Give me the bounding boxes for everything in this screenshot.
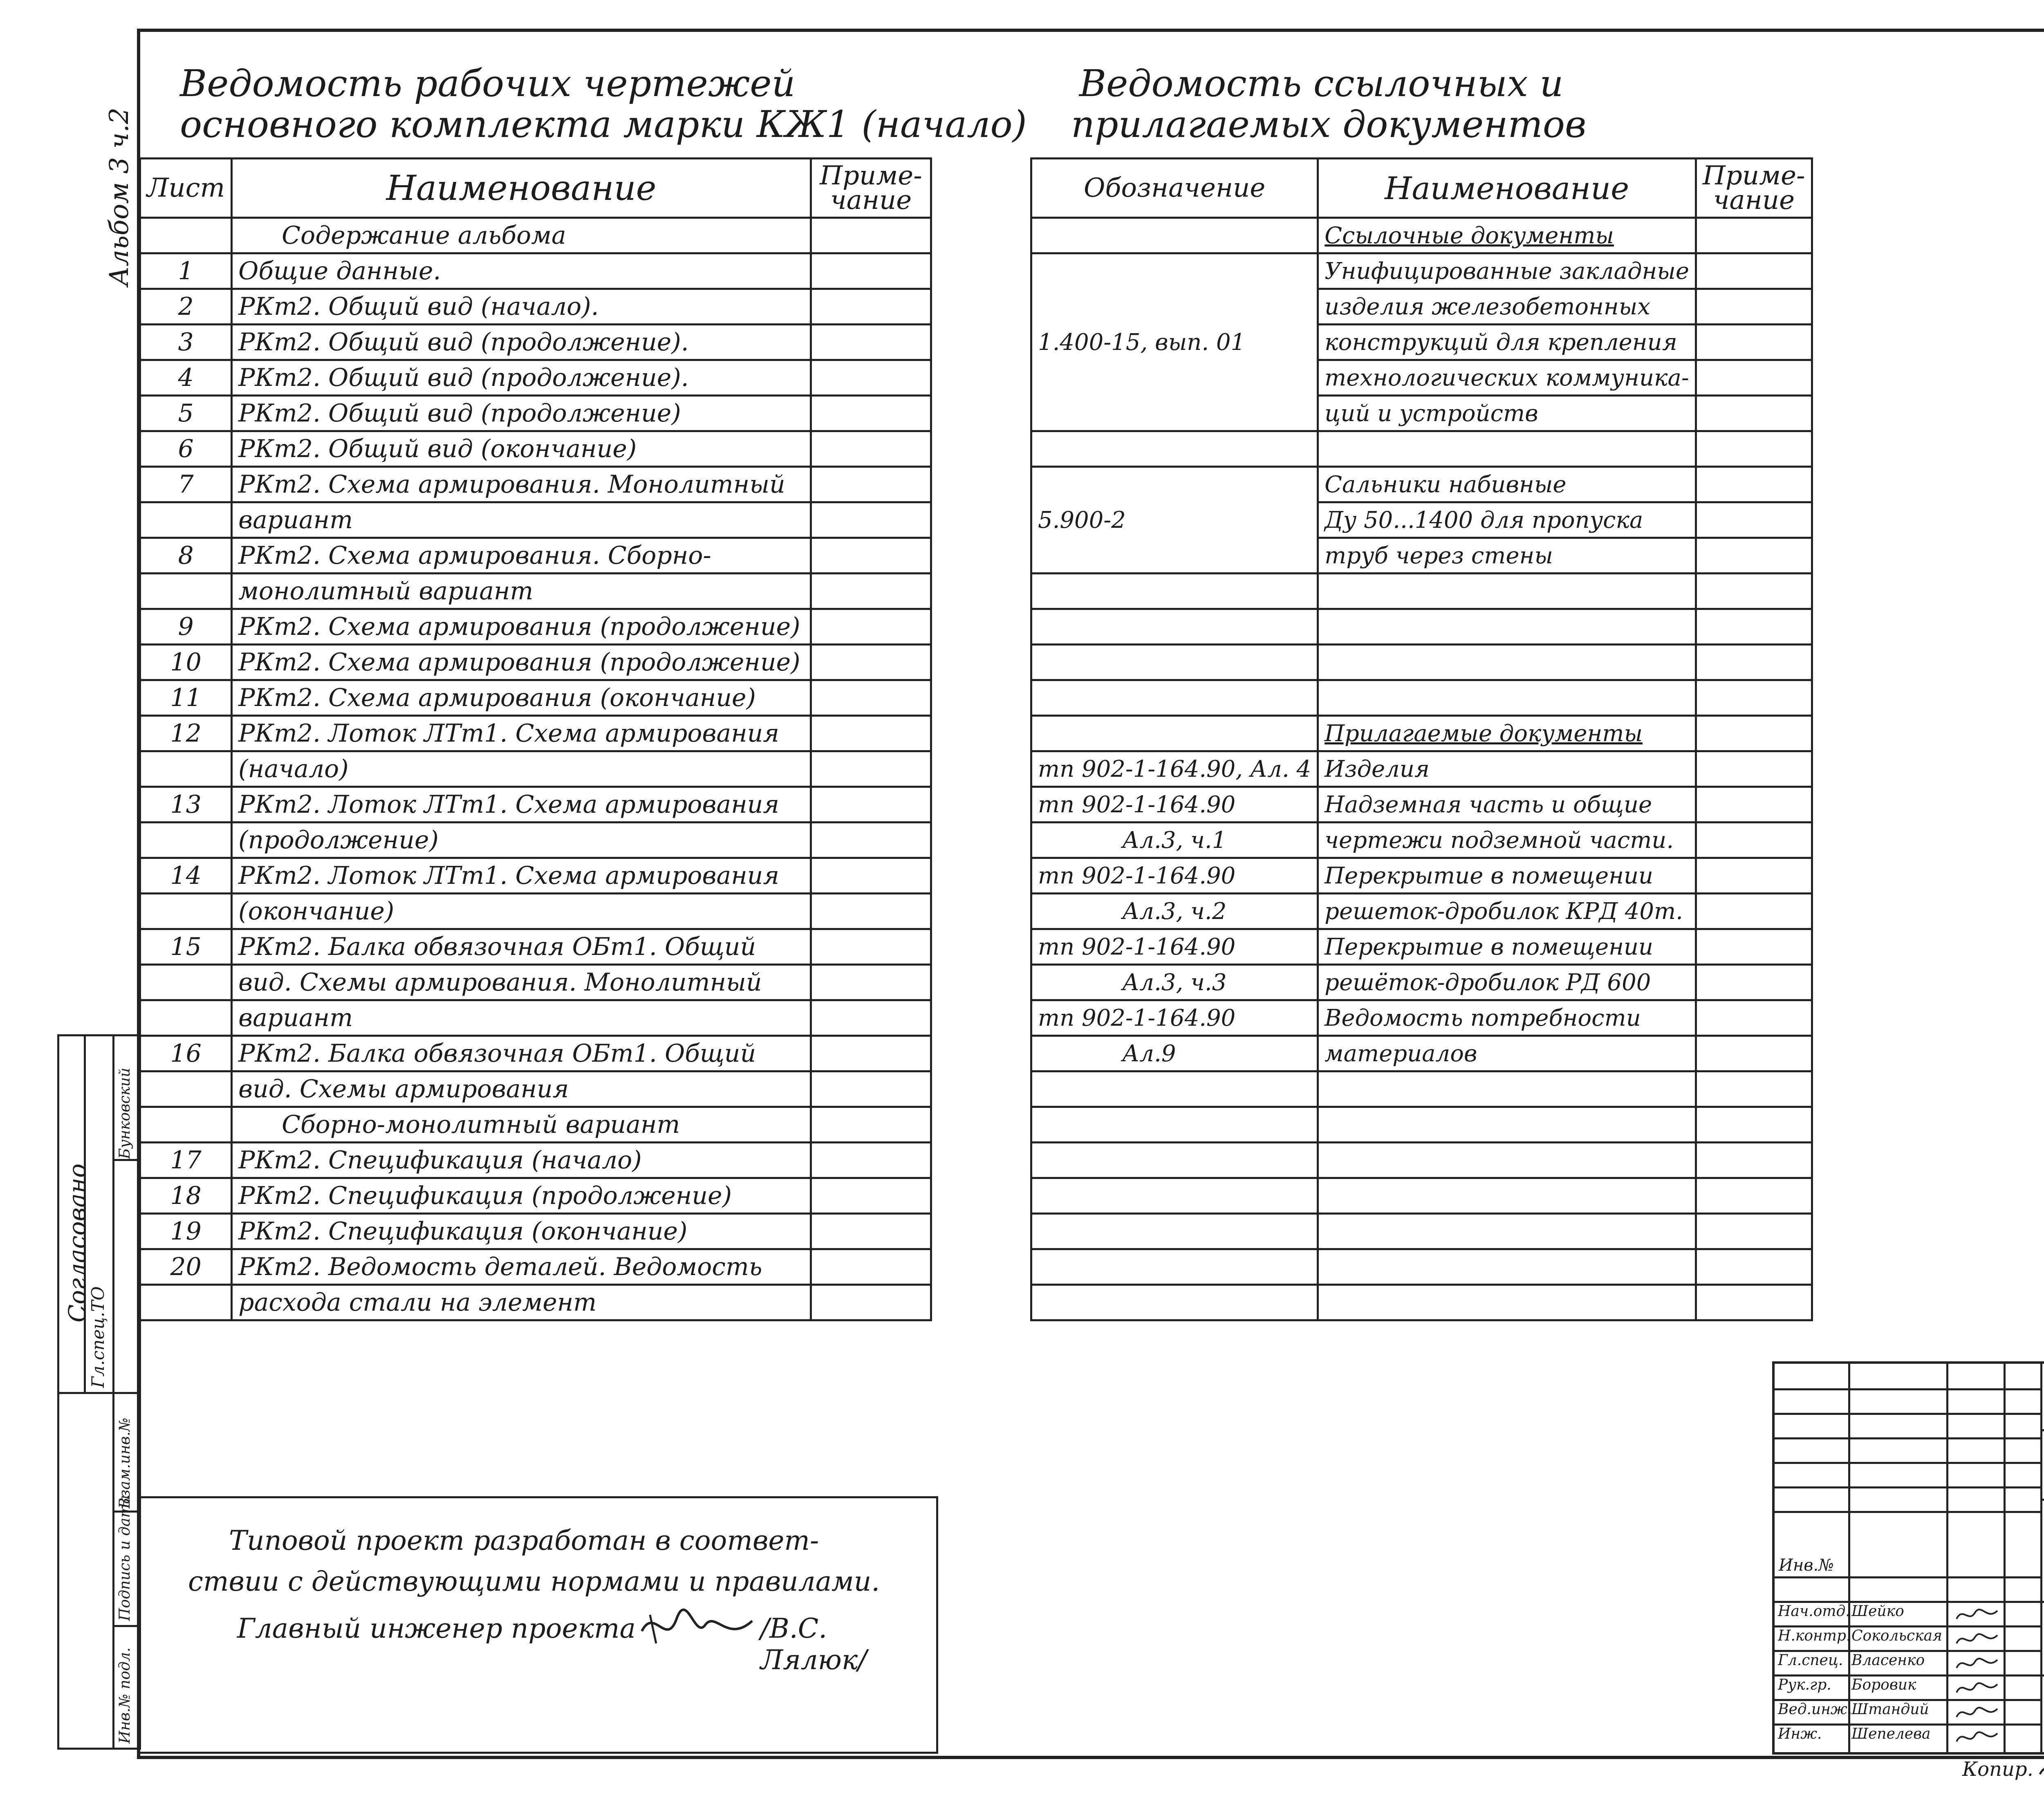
reference-note bbox=[1696, 1178, 1812, 1214]
reference-designation bbox=[1031, 360, 1318, 396]
person-signature bbox=[1954, 1678, 1999, 1699]
reference-name: решеток-дробилок КРД 40т. bbox=[1318, 894, 1696, 929]
chief-engineer-signature bbox=[638, 1603, 756, 1652]
reference-designation bbox=[1031, 218, 1318, 253]
inv-orig-label: Инв.№ подл. bbox=[117, 1647, 133, 1744]
drawing-name: РКт2. Спецификация (окончание) bbox=[232, 1214, 811, 1249]
header-ref-note: Приме-чание bbox=[1696, 159, 1812, 218]
reference-note bbox=[1696, 1214, 1812, 1249]
drawing-note bbox=[811, 1071, 931, 1107]
reference-note bbox=[1696, 1071, 1812, 1107]
drawing-note bbox=[811, 1214, 931, 1249]
drawing-name: РКт2. Схема армирования (продолжение) bbox=[232, 609, 811, 645]
person-signature bbox=[1954, 1629, 1999, 1650]
drawing-row bbox=[140, 538, 931, 574]
drawing-sheet-number bbox=[140, 965, 232, 1000]
drawing-sheet-number: 5 bbox=[140, 396, 232, 431]
reference-designation bbox=[1031, 431, 1318, 467]
reference-row bbox=[1031, 823, 1812, 858]
chief-spec-label: Гл.спец.ТО bbox=[88, 1286, 108, 1388]
reference-name: материалов bbox=[1318, 1036, 1696, 1071]
reference-name: Сальники набивные bbox=[1318, 467, 1696, 502]
drawing-row bbox=[140, 823, 931, 858]
drawing-row bbox=[140, 1143, 931, 1178]
album-label: Альбом 3 ч.2 bbox=[104, 108, 134, 286]
drawing-name: Сборно-монолитный вариант bbox=[232, 1107, 811, 1143]
drawing-sheet-number: 10 bbox=[140, 645, 232, 680]
reference-designation: тп 902-1-164.90 bbox=[1031, 929, 1318, 965]
sign-date-label: Подпись и дата bbox=[117, 1495, 133, 1621]
agreement-stamp bbox=[57, 1034, 141, 1750]
drawing-sheet-number: 11 bbox=[140, 680, 232, 716]
reference-note bbox=[1696, 1249, 1812, 1285]
note-line1: Типовой проект разработан в соответ- bbox=[229, 1525, 819, 1556]
drawing-name: (начало) bbox=[232, 751, 811, 787]
drawing-row bbox=[140, 1071, 931, 1107]
drawing-note bbox=[811, 645, 931, 680]
person-role: Вед.инж. bbox=[1778, 1701, 1852, 1718]
drawing-note bbox=[811, 716, 931, 751]
reference-name: Прилагаемые документы bbox=[1318, 716, 1696, 751]
drawing-name: РКт2. Лоток ЛТт1. Схема армирования bbox=[232, 716, 811, 751]
drawing-name: РКт2. Схема армирования. Сборно- bbox=[232, 538, 811, 574]
reference-row bbox=[1031, 431, 1812, 467]
drawing-sheet-number bbox=[140, 574, 232, 609]
drawing-name: Общие данные. bbox=[232, 253, 811, 289]
reference-row bbox=[1031, 253, 1812, 289]
reference-name: решёток-дробилок РД 600 bbox=[1318, 965, 1696, 1000]
drawing-row bbox=[140, 289, 931, 325]
note-line2: ствии с действующими нормами и правилами. bbox=[188, 1566, 880, 1597]
reference-row bbox=[1031, 1107, 1812, 1143]
header-name: Наименование bbox=[232, 159, 811, 218]
drawing-row bbox=[140, 929, 931, 965]
drawing-note bbox=[811, 538, 931, 574]
reference-note bbox=[1696, 645, 1812, 680]
drawing-note bbox=[811, 325, 931, 360]
person-signature bbox=[1954, 1605, 1999, 1625]
person-signature bbox=[1954, 1727, 1999, 1748]
drawings-list-table bbox=[139, 157, 932, 1321]
drawing-note bbox=[811, 609, 931, 645]
reference-designation: тп 902-1-164.90, Ал. 4 bbox=[1031, 751, 1318, 787]
reference-note bbox=[1696, 1107, 1812, 1143]
drawing-sheet-number bbox=[140, 823, 232, 858]
reference-designation: Ал.3, ч.2 bbox=[1031, 894, 1318, 929]
reference-designation bbox=[1031, 574, 1318, 609]
drawing-sheet-number bbox=[140, 1071, 232, 1107]
drawing-name: РКт2. Схема армирования (продолжение) bbox=[232, 645, 811, 680]
reference-row bbox=[1031, 716, 1812, 751]
drawing-note bbox=[811, 502, 931, 538]
drawing-note bbox=[811, 1107, 931, 1143]
reference-row bbox=[1031, 1071, 1812, 1107]
header-designation: Обозначение bbox=[1031, 159, 1318, 218]
drawing-name: РКт2. Балка обвязочная ОБт1. Общий bbox=[232, 929, 811, 965]
drawing-name: РКт2. Общий вид (продолжение). bbox=[232, 360, 811, 396]
reference-row bbox=[1031, 929, 1812, 965]
reference-note bbox=[1696, 965, 1812, 1000]
header-sheet: Лист bbox=[140, 159, 232, 218]
drawing-name: (окончание) bbox=[232, 894, 811, 929]
right-title-line2: прилагаемых документов bbox=[1071, 103, 1587, 146]
drawing-sheet-number bbox=[140, 502, 232, 538]
reference-name: Перекрытие в помещении bbox=[1318, 858, 1696, 894]
reference-row bbox=[1031, 218, 1812, 253]
drawing-row bbox=[140, 467, 931, 502]
drawing-note bbox=[811, 823, 931, 858]
reference-row bbox=[1031, 858, 1812, 894]
drawing-note bbox=[811, 787, 931, 823]
reference-name bbox=[1318, 680, 1696, 716]
reference-designation bbox=[1031, 1071, 1318, 1107]
reference-designation bbox=[1031, 716, 1318, 751]
reference-row bbox=[1031, 965, 1812, 1000]
drawing-sheet-number: 1 bbox=[140, 253, 232, 289]
reference-designation: тп 902-1-164.90 bbox=[1031, 787, 1318, 823]
agreed-label: Согласовано bbox=[63, 1163, 91, 1322]
reference-row bbox=[1031, 1214, 1812, 1249]
drawing-sheet-number: 7 bbox=[140, 467, 232, 502]
reference-row bbox=[1031, 325, 1812, 360]
reference-row bbox=[1031, 502, 1812, 538]
drawing-row bbox=[140, 431, 931, 467]
drawing-sheet-number: 19 bbox=[140, 1214, 232, 1249]
drawing-sheet-number bbox=[140, 218, 232, 253]
drawing-row bbox=[140, 502, 931, 538]
reference-note bbox=[1696, 360, 1812, 396]
reference-note bbox=[1696, 467, 1812, 502]
drawing-sheet-number: 13 bbox=[140, 787, 232, 823]
reference-note bbox=[1696, 253, 1812, 289]
reference-name: труб через стены bbox=[1318, 538, 1696, 574]
drawing-note bbox=[811, 1000, 931, 1036]
reference-note bbox=[1696, 431, 1812, 467]
person-name: Сокольская bbox=[1851, 1627, 1942, 1644]
reference-note bbox=[1696, 609, 1812, 645]
reference-row bbox=[1031, 1000, 1812, 1036]
drawing-name: РКт2. Спецификация (продолжение) bbox=[232, 1178, 811, 1214]
reference-note bbox=[1696, 1285, 1812, 1320]
drawing-sheet-number bbox=[140, 1107, 232, 1143]
drawing-note bbox=[811, 396, 931, 431]
person-role: Нач.отд. bbox=[1778, 1603, 1850, 1620]
reference-name bbox=[1318, 1071, 1696, 1107]
reference-name: Изделия bbox=[1318, 751, 1696, 787]
reference-note bbox=[1696, 396, 1812, 431]
drawing-note bbox=[811, 1249, 931, 1285]
reference-name bbox=[1318, 1249, 1696, 1285]
drawing-row bbox=[140, 716, 931, 751]
note-line3: Главный инженер проекта bbox=[237, 1613, 636, 1644]
reference-designation bbox=[1031, 538, 1318, 574]
reference-designation bbox=[1031, 1249, 1318, 1285]
reference-note bbox=[1696, 716, 1812, 751]
drawing-sheet-number: 16 bbox=[140, 1036, 232, 1071]
drawing-row bbox=[140, 645, 931, 680]
reference-row bbox=[1031, 787, 1812, 823]
reference-row bbox=[1031, 609, 1812, 645]
reference-name: чертежи подземной части. bbox=[1318, 823, 1696, 858]
drawing-name: Содержание альбома bbox=[232, 218, 811, 253]
drawing-sheet-number: 18 bbox=[140, 1178, 232, 1214]
drawing-note bbox=[811, 894, 931, 929]
drawing-sheet-number: 15 bbox=[140, 929, 232, 965]
person-name: Шепелева bbox=[1851, 1726, 1931, 1742]
reference-note bbox=[1696, 538, 1812, 574]
drawing-sheet-number: 8 bbox=[140, 538, 232, 574]
drawing-note bbox=[811, 965, 931, 1000]
reference-note bbox=[1696, 680, 1812, 716]
drawing-name: РКт2. Схема армирования. Монолитный bbox=[232, 467, 811, 502]
reference-designation bbox=[1031, 396, 1318, 431]
drawing-note bbox=[811, 1178, 931, 1214]
drawing-row bbox=[140, 751, 931, 787]
reference-designation bbox=[1031, 680, 1318, 716]
drawing-name: вариант bbox=[232, 502, 811, 538]
reference-designation: 5.900-2 bbox=[1031, 502, 1318, 538]
drawing-row bbox=[140, 1249, 931, 1285]
drawing-row bbox=[140, 360, 931, 396]
inv-no-label: Инв.№ bbox=[1779, 1556, 1834, 1575]
reference-name bbox=[1318, 1178, 1696, 1214]
drawing-row bbox=[140, 680, 931, 716]
reference-name bbox=[1318, 1285, 1696, 1320]
drawing-note bbox=[811, 751, 931, 787]
reference-name bbox=[1318, 1143, 1696, 1178]
drawing-sheet-number: 4 bbox=[140, 360, 232, 396]
drawing-name: (продолжение) bbox=[232, 823, 811, 858]
reference-name: Ду 50...1400 для пропуска bbox=[1318, 502, 1696, 538]
inv-replace-label: Взам.инв.№ bbox=[117, 1417, 133, 1508]
drawing-name: расхода стали на элемент bbox=[232, 1285, 811, 1320]
person-signature bbox=[1954, 1703, 1999, 1723]
person-name: Власенко bbox=[1851, 1652, 1925, 1669]
reference-name bbox=[1318, 1107, 1696, 1143]
reference-row bbox=[1031, 751, 1812, 787]
drawing-name: РКт2. Лоток ЛТт1. Схема армирования bbox=[232, 787, 811, 823]
reference-row bbox=[1031, 538, 1812, 574]
drawing-sheet-number: 20 bbox=[140, 1249, 232, 1285]
reference-note bbox=[1696, 1143, 1812, 1178]
signer-label: Бунковский bbox=[117, 1067, 133, 1159]
person-name: Штандий bbox=[1851, 1701, 1929, 1718]
reference-row bbox=[1031, 645, 1812, 680]
reference-note bbox=[1696, 787, 1812, 823]
drawing-row bbox=[140, 253, 931, 289]
reference-row bbox=[1031, 467, 1812, 502]
drawing-name: РКт2. Схема армирования (окончание) bbox=[232, 680, 811, 716]
drawing-note bbox=[811, 929, 931, 965]
reference-row bbox=[1031, 1143, 1812, 1178]
reference-name bbox=[1318, 645, 1696, 680]
reference-designation bbox=[1031, 467, 1318, 502]
reference-row bbox=[1031, 360, 1812, 396]
drawing-note bbox=[811, 431, 931, 467]
reference-name bbox=[1318, 574, 1696, 609]
drawing-sheet-number: 3 bbox=[140, 325, 232, 360]
drawing-sheet-number bbox=[140, 894, 232, 929]
person-role: Инж. bbox=[1778, 1726, 1822, 1742]
drawing-row bbox=[140, 218, 931, 253]
drawing-note bbox=[811, 360, 931, 396]
reference-designation: Ал.9 bbox=[1031, 1036, 1318, 1071]
drawing-row bbox=[140, 1036, 931, 1071]
drawing-sheet-number bbox=[140, 1000, 232, 1036]
drawing-row bbox=[140, 609, 931, 645]
drawing-sheet-number bbox=[140, 751, 232, 787]
reference-designation bbox=[1031, 289, 1318, 325]
reference-name: ций и устройств bbox=[1318, 396, 1696, 431]
reference-note bbox=[1696, 751, 1812, 787]
drawing-note bbox=[811, 574, 931, 609]
reference-note bbox=[1696, 1000, 1812, 1036]
reference-note bbox=[1696, 823, 1812, 858]
reference-designation: 1.400-15, вып. 01 bbox=[1031, 325, 1318, 360]
reference-name: Перекрытие в помещении bbox=[1318, 929, 1696, 965]
drawing-note bbox=[811, 858, 931, 894]
reference-note bbox=[1696, 894, 1812, 929]
title-block bbox=[1772, 1361, 2044, 1755]
reference-designation bbox=[1031, 645, 1318, 680]
person-role: Гл.спец. bbox=[1778, 1652, 1843, 1669]
reference-row bbox=[1031, 894, 1812, 929]
drawing-note bbox=[811, 218, 931, 253]
reference-designation bbox=[1031, 1285, 1318, 1320]
reference-designation bbox=[1031, 253, 1318, 289]
drawing-sheet-number: 6 bbox=[140, 431, 232, 467]
reference-row bbox=[1031, 1285, 1812, 1320]
drawing-row bbox=[140, 894, 931, 929]
reference-designation: Ал.3, ч.3 bbox=[1031, 965, 1318, 1000]
drawing-note bbox=[811, 680, 931, 716]
right-title-line1: Ведомость ссылочных и bbox=[1079, 62, 1564, 105]
reference-name: Унифицированные закладные bbox=[1318, 253, 1696, 289]
drawing-note bbox=[811, 1285, 931, 1320]
note-box bbox=[137, 1496, 938, 1754]
drawing-note bbox=[811, 1036, 931, 1071]
reference-designation: тп 902-1-164.90 bbox=[1031, 1000, 1318, 1036]
drawing-name: вид. Схемы армирования. Монолитный bbox=[232, 965, 811, 1000]
drawing-row bbox=[140, 1285, 931, 1320]
person-name: Шейко bbox=[1851, 1603, 1904, 1620]
reference-name bbox=[1318, 609, 1696, 645]
drawing-sheet-number: 9 bbox=[140, 609, 232, 645]
drawing-note bbox=[811, 1143, 931, 1178]
reference-row bbox=[1031, 680, 1812, 716]
drawing-sheet-number: 17 bbox=[140, 1143, 232, 1178]
drawing-name: РКт2. Ведомость деталей. Ведомость bbox=[232, 1249, 811, 1285]
reference-row bbox=[1031, 1249, 1812, 1285]
reference-row bbox=[1031, 1178, 1812, 1214]
drawing-row bbox=[140, 1178, 931, 1214]
reference-row bbox=[1031, 1036, 1812, 1071]
note-signer: /В.С. Лялюк/ bbox=[760, 1613, 867, 1676]
drawing-name: РКт2. Общий вид (продолжение). bbox=[232, 325, 811, 360]
reference-row bbox=[1031, 396, 1812, 431]
reference-designation bbox=[1031, 1107, 1318, 1143]
drawing-note bbox=[811, 253, 931, 289]
drawing-name: вид. Схемы армирования bbox=[232, 1071, 811, 1107]
drawing-row bbox=[140, 574, 931, 609]
reference-name bbox=[1318, 431, 1696, 467]
header-note: Приме-чание bbox=[811, 159, 931, 218]
left-title-line2: основного комплекта марки КЖ1 (начало) bbox=[180, 103, 1027, 146]
person-role: Н.контр. bbox=[1778, 1627, 1851, 1644]
drawing-name: РКт2. Балка обвязочная ОБт1. Общий bbox=[232, 1036, 811, 1071]
drawing-row bbox=[140, 787, 931, 823]
reference-name: технологических коммуника- bbox=[1318, 360, 1696, 396]
drawing-row bbox=[140, 396, 931, 431]
drawing-note bbox=[811, 467, 931, 502]
reference-note bbox=[1696, 574, 1812, 609]
reference-note bbox=[1696, 858, 1812, 894]
reference-docs-table bbox=[1030, 157, 1813, 1321]
reference-designation bbox=[1031, 1178, 1318, 1214]
copied-label: Копир. bbox=[1962, 1758, 2033, 1781]
drawing-note bbox=[811, 289, 931, 325]
drawing-name: РКт2. Спецификация (начало) bbox=[232, 1143, 811, 1178]
reference-note bbox=[1696, 502, 1812, 538]
reference-designation bbox=[1031, 609, 1318, 645]
drawing-sheet-number: 2 bbox=[140, 289, 232, 325]
drawing-row bbox=[140, 1000, 931, 1036]
reference-name: Ссылочные документы bbox=[1318, 218, 1696, 253]
reference-row bbox=[1031, 289, 1812, 325]
reference-note bbox=[1696, 929, 1812, 965]
reference-note bbox=[1696, 325, 1812, 360]
drawing-sheet-number: 12 bbox=[140, 716, 232, 751]
reference-designation bbox=[1031, 1143, 1318, 1178]
reference-note bbox=[1696, 218, 1812, 253]
drawing-name: вариант bbox=[232, 1000, 811, 1036]
drawing-name: монолитный вариант bbox=[232, 574, 811, 609]
drawing-name: РКт2. Общий вид (продолжение) bbox=[232, 396, 811, 431]
drawing-row bbox=[140, 965, 931, 1000]
drawing-name: РКт2. Общий вид (начало). bbox=[232, 289, 811, 325]
reference-note bbox=[1696, 1036, 1812, 1071]
drawing-sheet-number bbox=[140, 1285, 232, 1320]
reference-designation: тп 902-1-164.90 bbox=[1031, 858, 1318, 894]
drawing-row bbox=[140, 858, 931, 894]
reference-name: изделия железобетонных bbox=[1318, 289, 1696, 325]
reference-row bbox=[1031, 574, 1812, 609]
reference-designation: Ал.3, ч.1 bbox=[1031, 823, 1318, 858]
person-role: Рук.гр. bbox=[1778, 1677, 1831, 1693]
reference-name: конструкций для крепления bbox=[1318, 325, 1696, 360]
person-signature bbox=[1954, 1654, 1999, 1674]
left-title-line1: Ведомость рабочих чертежей bbox=[180, 62, 796, 105]
reference-name bbox=[1318, 1214, 1696, 1249]
reference-name: Надземная часть и общие bbox=[1318, 787, 1696, 823]
reference-name: Ведомость потребности bbox=[1318, 1000, 1696, 1036]
reference-note bbox=[1696, 289, 1812, 325]
reference-designation bbox=[1031, 1214, 1318, 1249]
drawing-name: РКт2. Лоток ЛТт1. Схема армирования bbox=[232, 858, 811, 894]
copier-signature bbox=[2036, 1754, 2044, 1786]
drawing-row bbox=[140, 325, 931, 360]
header-ref-name: Наименование bbox=[1318, 159, 1696, 218]
drawing-row bbox=[140, 1107, 931, 1143]
drawing-name: РКт2. Общий вид (окончание) bbox=[232, 431, 811, 467]
drawing-row bbox=[140, 1214, 931, 1249]
person-name: Боровик bbox=[1851, 1677, 1916, 1693]
drawing-sheet-number: 14 bbox=[140, 858, 232, 894]
